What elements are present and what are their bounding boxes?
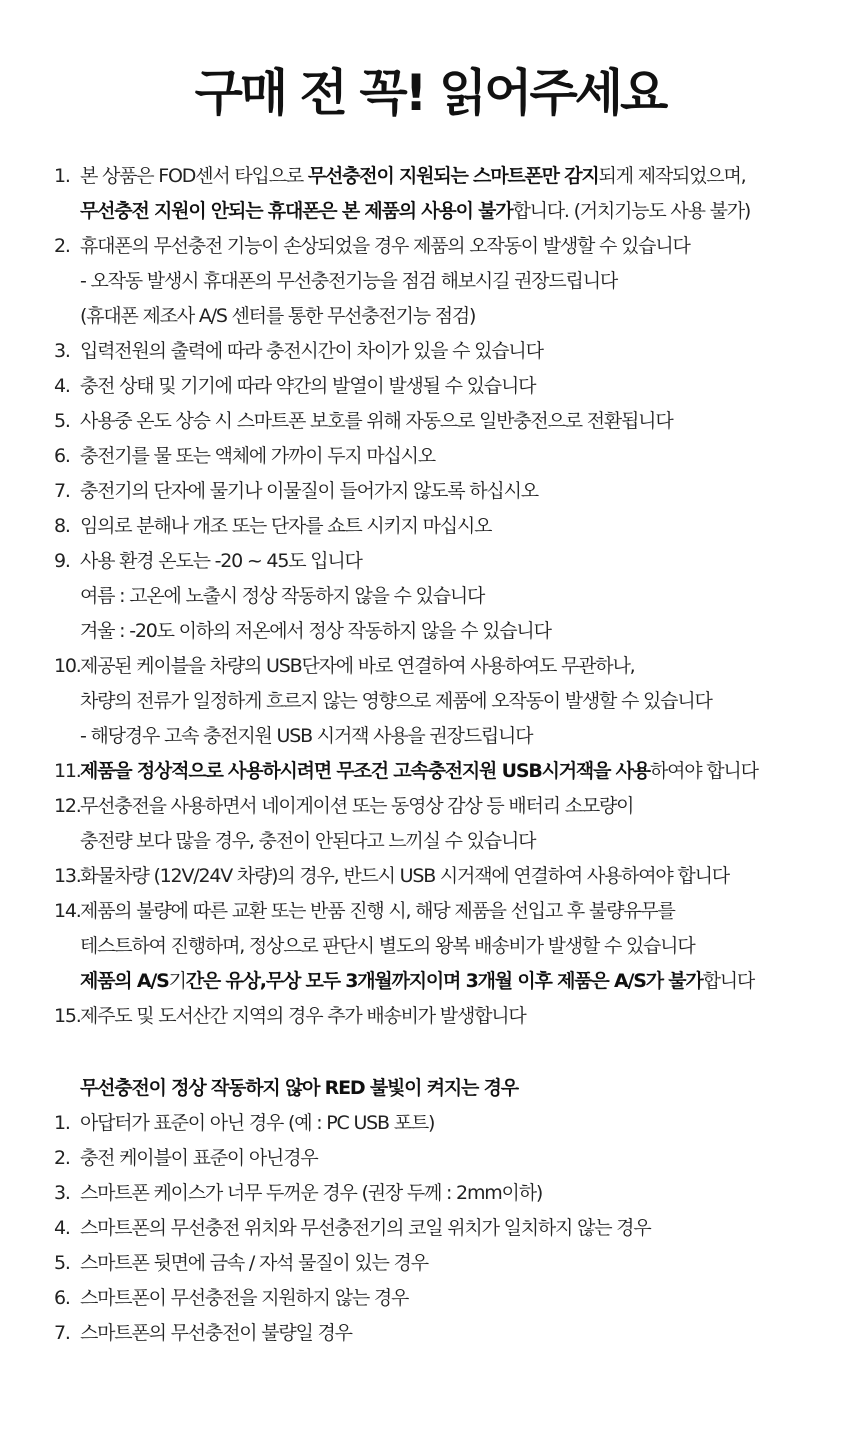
text-segment: 무선충전을 사용하면서 네이게이션 또는 동영상 감상 등 배터리 소모량이 — [80, 795, 634, 817]
text-segment: - 오작동 발생시 휴대폰의 무선충전기능을 점검 해보시길 권장드립니다 — [80, 270, 618, 292]
notice-text — [80, 719, 532, 754]
notice-line — [0, 824, 860, 859]
red-light-text: 스마트폰 뒷면에 금속 / 자석 물질이 있는 경우 — [80, 1252, 428, 1274]
notice-text — [80, 229, 690, 264]
item-number: 12. — [54, 795, 81, 817]
emphasis-text: 제품을 정상적으로 사용하시려면 무조건 고속충전지원 USB시거잭을 사용 — [80, 760, 650, 782]
item-number: 7. — [54, 480, 70, 502]
item-number: 2. — [54, 235, 70, 257]
notice-text — [80, 474, 538, 509]
notice-line — [0, 334, 860, 369]
text-segment: 제품의 불량에 따른 교환 또는 반품 진행 시, 해당 제품을 선입고 후 불량유무를 — [80, 900, 675, 922]
notice-text — [80, 824, 535, 859]
notice-text — [80, 369, 535, 404]
item-number: 1. — [54, 1112, 70, 1134]
red-light-item — [0, 1281, 860, 1316]
notice-line — [0, 894, 860, 929]
item-number: 7. — [54, 1322, 70, 1344]
red-light-heading — [0, 1071, 860, 1106]
red-light-item — [0, 1141, 860, 1176]
red-light-section — [0, 1071, 860, 1351]
notice-line — [0, 789, 860, 824]
item-number: 4. — [54, 375, 70, 397]
red-light-text: 스마트폰 케이스가 너무 두꺼운 경우 (권장 두께 : 2mm이하) — [80, 1182, 543, 1204]
item-number: 3. — [54, 1182, 70, 1204]
page-title: 구매 전 꼭! 읽어주세요 — [194, 64, 666, 122]
text-segment: 되게 제작되었으며, — [598, 165, 746, 187]
text-segment: - 해당경우 고속 충전지원 USB 시거잭 사용을 권장드립니다 — [80, 725, 533, 747]
text-segment: 충전량 보다 많을 경우, 충전이 안된다고 느끼실 수 있습니다 — [80, 830, 536, 852]
text-segment: 충전기를 물 또는 액체에 가까이 두지 마십시오 — [80, 445, 435, 467]
item-number: 4. — [54, 1217, 70, 1239]
notice-line — [0, 719, 860, 754]
notice-line — [0, 999, 860, 1034]
item-number: 5. — [54, 410, 70, 432]
notice-text — [80, 299, 475, 334]
red-light-item — [0, 1176, 860, 1211]
notice-line — [0, 229, 860, 264]
red-light-text: 충전 케이블이 표준이 아닌경우 — [80, 1147, 318, 1169]
notice-line — [0, 369, 860, 404]
notice-line — [0, 929, 860, 964]
item-number: 2. — [54, 1147, 70, 1169]
item-number: 11. — [54, 760, 81, 782]
notice-text — [80, 789, 633, 824]
item-number: 8. — [54, 515, 70, 537]
text-segment: (휴대폰 제조사 A/S 센터를 통한 무선충전기능 점검) — [80, 305, 476, 327]
text-segment: 겨울 : -20도 이하의 저온에서 정상 작동하지 않을 수 있습니다 — [80, 620, 551, 642]
text-segment: 사용 환경 온도는 -20 ~ 45도 입니다 — [80, 550, 362, 572]
notice-line — [0, 754, 860, 789]
notice-text — [80, 439, 435, 474]
notice-line — [0, 579, 860, 614]
notice-text — [80, 579, 484, 614]
text-segment: 합니다. (거치기능도 사용 불가) — [512, 200, 751, 222]
notice-line — [0, 964, 860, 999]
item-number: 15. — [54, 1005, 81, 1027]
notice-line — [0, 299, 860, 334]
item-number: 6. — [54, 1287, 70, 1309]
red-light-list — [0, 1106, 860, 1351]
notice-line — [0, 614, 860, 649]
emphasis-text: 제품의 A/S — [80, 970, 169, 992]
notice-text — [80, 894, 675, 929]
notice-list — [0, 159, 860, 1034]
notice-text — [80, 964, 754, 999]
text-segment: 본 상품은 FOD센서 타입으로 — [80, 165, 308, 187]
notice-line — [0, 649, 860, 684]
red-light-text: 스마트폰이 무선충전을 지원하지 않는 경우 — [80, 1287, 409, 1309]
text-segment: 여름 : 고온에 노출시 정상 작동하지 않을 수 있습니다 — [80, 585, 485, 607]
item-number: 13. — [54, 865, 81, 887]
emphasis-text: 무선충전 지원이 안되는 휴대폰은 본 제품의 사용이 불가 — [80, 200, 513, 222]
notice-text — [80, 684, 712, 719]
notice-line — [0, 439, 860, 474]
notice-text — [80, 264, 617, 299]
notice-text — [80, 544, 362, 579]
text-segment: 제공된 케이블을 차량의 USB단자에 바로 연결하여 사용하여도 무관하나, — [80, 655, 635, 677]
text-segment: 화물차량 (12V/24V 차량)의 경우, 반드시 USB 시거잭에 연결하여 사용하여야 합니다 — [80, 865, 729, 887]
notice-text — [80, 194, 750, 229]
text-segment: 임의로 분해나 개조 또는 단자를 쇼트 시키지 마십시오 — [80, 515, 492, 537]
notice-text — [80, 999, 526, 1034]
red-light-item — [0, 1106, 860, 1141]
text-segment: 충전 상태 및 기기에 따라 약간의 발열이 발생될 수 있습니다 — [80, 375, 536, 397]
text-segment: 휴대폰의 무선충전 기능이 손상되었을 경우 제품의 오작동이 발생할 수 있습니다 — [80, 235, 690, 257]
red-light-item — [0, 1316, 860, 1351]
text-segment: 기 — [168, 970, 186, 992]
item-number: 6. — [54, 445, 70, 467]
emphasis-text: 무선충전이 지원되는 스마트폰만 감지 — [307, 165, 599, 187]
notice-text — [80, 754, 758, 789]
notice-line — [0, 194, 860, 229]
item-number: 10. — [54, 655, 81, 677]
notice-line — [0, 509, 860, 544]
notice-line — [0, 859, 860, 894]
notice-text — [80, 929, 694, 964]
text-segment: 사용중 온도 상승 시 스마트폰 보호를 위해 자동으로 일반충전으로 전환됩니다 — [80, 410, 673, 432]
notice-text — [80, 159, 745, 194]
item-number: 14. — [54, 900, 81, 922]
emphasis-text: 간은 유상,무상 모두 3개월까지이며 3개월 이후 제품은 A/S가 불가 — [185, 970, 703, 992]
notice-line — [0, 474, 860, 509]
notice-line — [0, 684, 860, 719]
text-segment: 충전기의 단자에 물기나 이물질이 들어가지 않도록 하십시오 — [80, 480, 538, 502]
notice-text — [80, 649, 634, 684]
text-segment: 하여야 합니다 — [649, 760, 758, 782]
notice-text — [80, 859, 729, 894]
notice-line — [0, 404, 860, 439]
notice-text — [80, 334, 543, 369]
red-light-item — [0, 1211, 860, 1246]
text-segment: 제주도 및 도서산간 지역의 경우 추가 배송비가 발생합니다 — [80, 1005, 526, 1027]
item-number: 1. — [54, 165, 70, 187]
notice-text — [80, 509, 491, 544]
red-light-text: 스마트폰의 무선충전 위치와 무선충전기의 코일 위치가 일치하지 않는 경우 — [80, 1217, 651, 1239]
notice-line — [0, 544, 860, 579]
item-number: 3. — [54, 340, 70, 362]
red-light-item — [0, 1246, 860, 1281]
notice-text — [80, 614, 551, 649]
notice-text — [80, 404, 673, 439]
text-segment: 합니다 — [702, 970, 755, 992]
red-light-text: 아답터가 표준이 아닌 경우 (예 : PC USB 포트) — [80, 1112, 435, 1134]
red-light-text: 스마트폰의 무선충전이 불량일 경우 — [80, 1322, 352, 1344]
item-number: 9. — [54, 550, 70, 572]
text-segment: 차량의 전류가 일정하게 흐르지 않는 영향으로 제품에 오작동이 발생할 수 있습니다 — [80, 690, 712, 712]
red-light-heading-text: 무선충전이 정상 작동하지 않아 RED 불빛이 켜지는 경우 — [80, 1077, 518, 1099]
notice-line — [0, 264, 860, 299]
text-segment: 테스트하여 진행하며, 정상으로 판단시 별도의 왕복 배송비가 발생할 수 있습니다 — [80, 935, 695, 957]
item-number: 5. — [54, 1252, 70, 1274]
notice-line — [0, 159, 860, 194]
text-segment: 입력전원의 출력에 따라 충전시간이 차이가 있을 수 있습니다 — [80, 340, 543, 362]
